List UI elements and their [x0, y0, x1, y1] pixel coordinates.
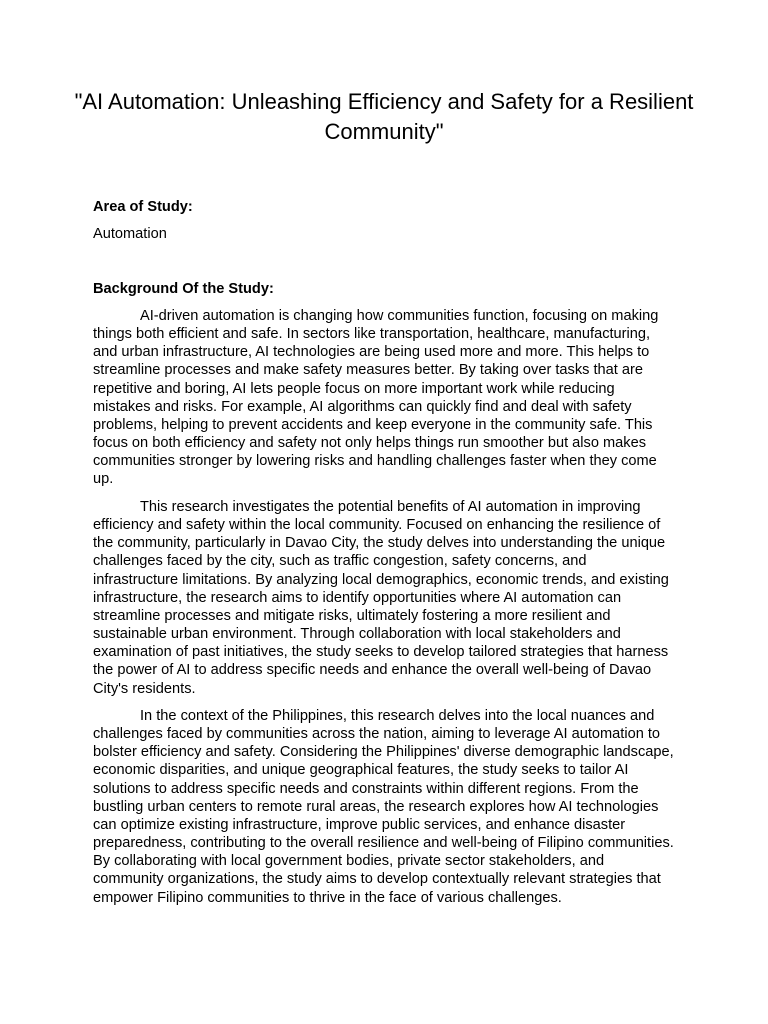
background-paragraph-3: In the context of the Philippines, this research delves into the local nuances and challenges faced by communities across the nation, aiming to leverage AI automation to bolster efficiency and safety. Considering the Philippines' diverse demographic landscape, economic disparities, and unique geographical features, the study seeks to tailor AI solutions to address specific needs and constraints within different regions. From the bustling urban centers to remote rural areas, the research explores how AI technologies can optimize existing infrastructure, improve public services, and enhance disaster preparedness, contributing to the overall resilience and well-being of Filipino communities. By collaborating with local government bodies, private sector stakeholders, and community organizations, the study aims to develop contextually relevant strategies that empower Filipino communities to thrive in the face of various challenges.	[93, 708, 674, 906]
background-paragraph-2: This research investigates the potential benefits of AI automation in improving efficiency and safety within the local community. Focused on enhancing the resilience of the community, particularly in Davao City, the study delves into understanding the unique challenges faced by the city, such as traffic congestion, safety concerns, and infrastructure limitations. By analyzing local demographics, economic trends, and existing infrastructure, the research aims to identify opportunities where AI automation can streamline processes and mitigate risks, ultimately fostering a more resilient and sustainable urban environment. Through collaboration with local stakeholders and examination of past initiatives, the study seeks to develop tailored strategies that harness the power of AI to address specific needs and enhance the overall well-being of Davao City's residents.	[93, 499, 669, 697]
background-paragraph-1: AI-driven automation is changing how communities function, focusing on making things both efficient and safe. In sectors like transportation, healthcare, manufacturing, and urban infrastructure, AI technologies are being used more and more. This helps to streamline processes and make safety measures better. By taking over tasks that are repetitive and boring, AI lets people focus on more important work while reducing mistakes and risks. For example, AI algorithms can quickly find and deal with safety problems, helping to prevent accidents and keep everyone in the community safe. This focus on both efficiency and safety not only helps things run smoother but also makes communities stronger by lowering risks and handling challenges faster when they come up.	[93, 308, 659, 488]
background-heading: Background Of the Study:	[93, 281, 274, 297]
document-title: "AI Automation: Unleashing Efficiency and Safety for a Resilient Community"	[74, 89, 694, 144]
area-of-study-heading: Area of Study:	[93, 199, 193, 215]
area-of-study-value: Automation	[93, 226, 167, 242]
